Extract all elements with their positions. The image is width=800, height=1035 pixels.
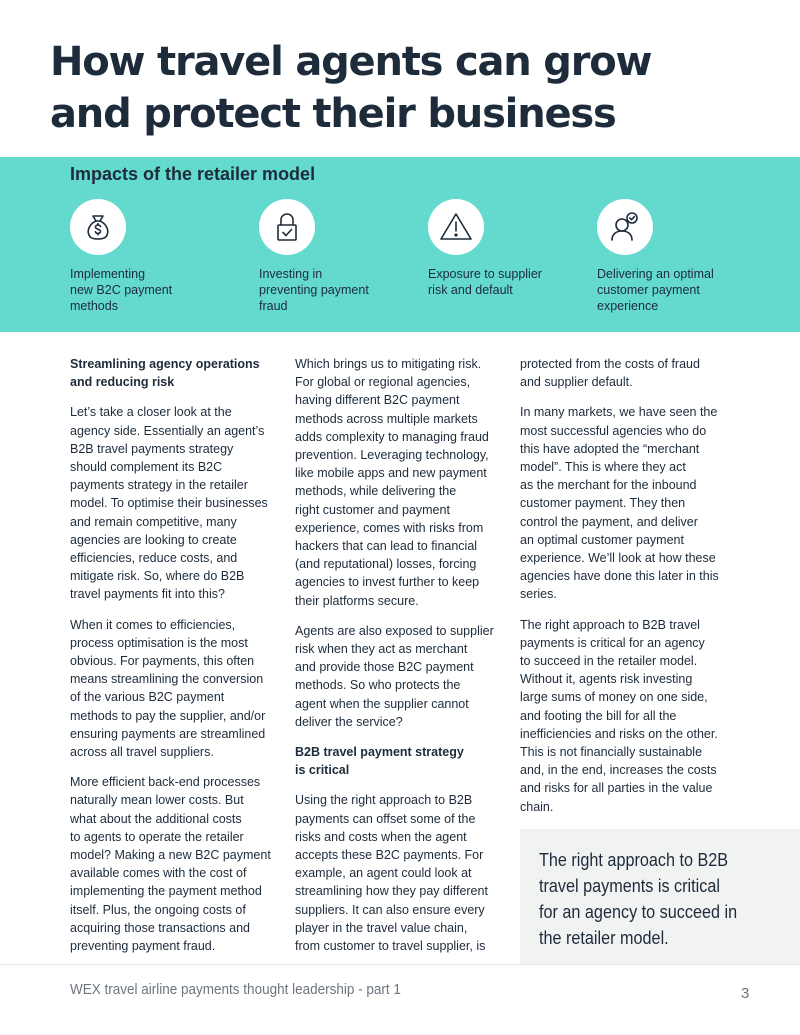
paragraph: protected from the costs of fraud and supplier default. [520,357,700,390]
impact-item [70,199,230,314]
page-title [50,36,750,140]
money-bag-icon [70,199,126,255]
section-heading: Streamlining agency operations and reducing risk [70,357,260,390]
page-number: 3 [741,985,750,1002]
paragraph: More efficient back-end processes naturally mean lower costs. But what about the additional costs to agents to operate the retailer model? Making a new B2C payment available comes with the cost of implementing the payment method itself. Plus, the ongoing costs of acquiring those transactions and preventing payment fraud. [70,775,271,954]
pull-quote-callout [520,829,800,965]
text-column-2 [295,355,510,967]
impacts-heading: Impacts of the retailer model [70,164,316,184]
impact-item [428,199,588,298]
user-check-icon [597,199,653,255]
impact-item [597,199,757,314]
text-column-1 [70,355,285,967]
footer-title: WEX travel airline payments thought leadership - part 1 [70,981,401,998]
pull-quote-text: The right approach to B2B travel payments is critical for an agency to succeed in the retailer model. [539,850,738,948]
warning-triangle-icon [428,199,484,255]
paragraph: Which brings us to mitigating risk. For global or regional agencies, having different B2C payment methods across multiple markets adds complexity to managing fraud prevention. Leveraging technology, like mobile apps and new payment methods, while delivering the right customer and payment experience, comes with risks from hackers that can lead to financial (and reputational) losses, forcing agencies to invest further to keep their platforms secure. [295,357,489,608]
section-heading: B2B travel payment strategy is critical [295,745,464,778]
impact-label: Investing in preventing payment fraud [259,267,369,313]
paragraph: When it comes to efficiencies, process optimisation is the most obvious. For payments, this often means streamlining the conversion of the various B2C payment methods to pay the supplier, and/or ensuring payments are streamlined across all travel suppliers. [70,617,266,760]
impact-label: Delivering an optimal customer payment experience [597,267,714,313]
impact-item [259,199,419,314]
paragraph: Let’s take a closer look at the agency side. Essentially an agent’s B2B travel payments strategy should complement its B2C payments strategy in the retailer model. To optimise their businesses and remain competitive, many agencies are looking to create efficiencies, reduce costs, and mitigate risk. So, where do B2B travel payments fit into this? [70,405,268,602]
page-title-line-1: How travel agents can grow [50,39,652,85]
paragraph: The right approach to B2B travel payments is critical for an agency to succeed in the retailer model. Without it, agents risk investing large sums of money on one side, and footing the bill for all the inefficiencies and risks on the other. This is not financially sustainable and, in the end, increases the costs and risks for all parties in the value chain. [520,617,718,814]
impact-label: Exposure to supplier risk and default [428,267,542,297]
page-title-line-2: and protect their business [50,91,616,137]
impacts-band [0,157,800,332]
paragraph: Agents are also exposed to supplier risk when they act as merchant and provide those B2C payment methods. So who protects the agent when the supplier cannot deliver the service? [295,623,494,729]
paragraph: Using the right approach to B2B payments can offset some of the risks and costs when the agent accepts these B2C payments. For example, an agent could look at streamlining how they pay different suppliers. It can also ensure every player in the travel value chain, from customer to travel supplier, is [295,793,488,954]
paragraph: In many markets, we have seen the most successful agencies who do this have adopted the “merchant model”. This is where they act as the merchant for the inbound customer payment. They then control the payment, and deliver an optimal customer payment experience. We’ll look at how these agencies have done this later in this series. [520,405,719,602]
padlock-check-icon [259,199,315,255]
impact-label: Implementing new B2C payment methods [70,267,173,313]
text-column-3 [520,355,735,828]
footer-divider [0,964,800,965]
